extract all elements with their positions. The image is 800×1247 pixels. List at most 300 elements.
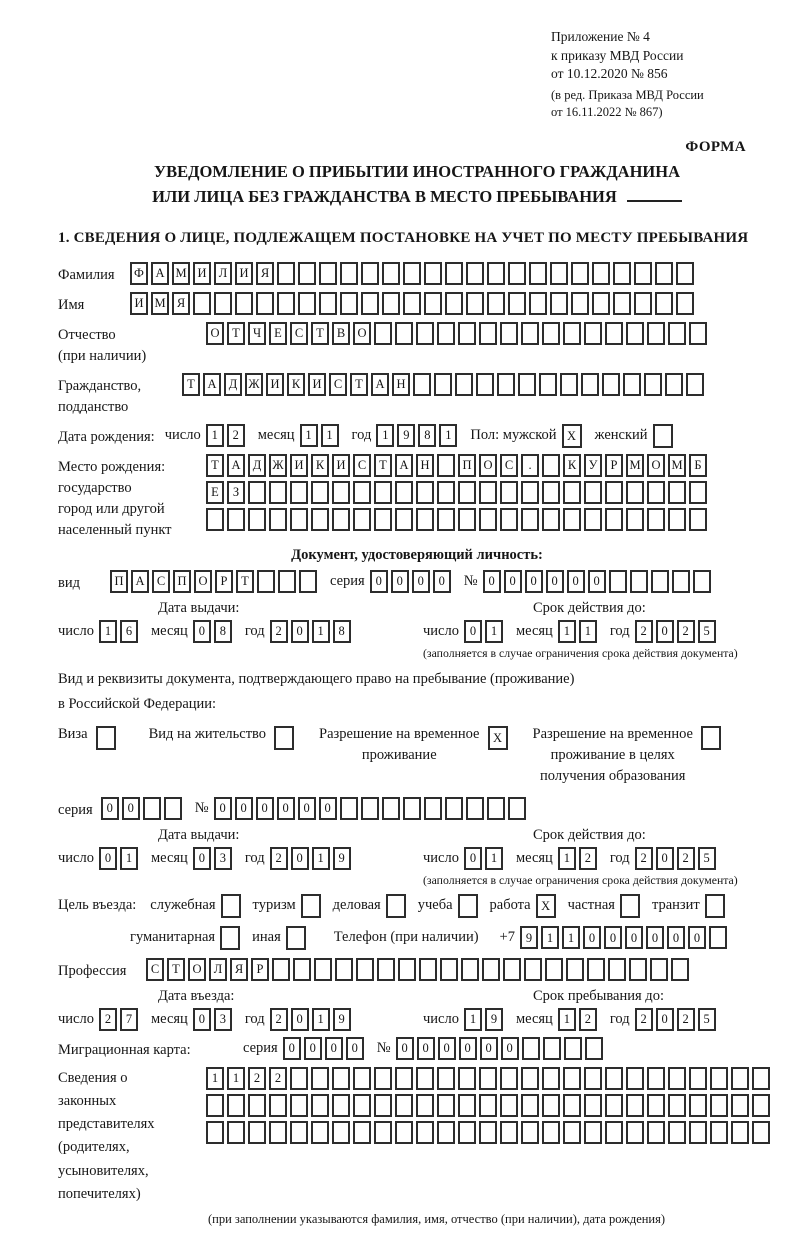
residence-valid-day-cells[interactable]: [464, 847, 506, 870]
char-cell[interactable]: [235, 292, 253, 315]
char-cell[interactable]: К: [287, 373, 305, 396]
char-cell[interactable]: [500, 1067, 518, 1090]
entry-year-cells[interactable]: [270, 1008, 354, 1031]
char-cell[interactable]: [689, 481, 707, 504]
char-cell[interactable]: [731, 1121, 749, 1144]
char-cell[interactable]: [647, 1121, 665, 1144]
char-cell[interactable]: [508, 292, 526, 315]
char-cell[interactable]: [332, 1067, 350, 1090]
char-cell[interactable]: 0: [546, 570, 564, 593]
char-cell[interactable]: Н: [416, 454, 434, 477]
char-cell[interactable]: 0: [283, 1037, 301, 1060]
char-cell[interactable]: 0: [438, 1037, 456, 1060]
char-cell[interactable]: [206, 1121, 224, 1144]
char-cell[interactable]: [644, 373, 662, 396]
char-cell[interactable]: [277, 262, 295, 285]
char-cell[interactable]: 0: [417, 1037, 435, 1060]
char-cell[interactable]: [689, 1121, 707, 1144]
char-cell[interactable]: [361, 797, 379, 820]
char-cell[interactable]: 0: [588, 570, 606, 593]
char-cell[interactable]: [340, 797, 358, 820]
char-cell[interactable]: 0: [277, 797, 295, 820]
char-cell[interactable]: [416, 508, 434, 531]
char-cell[interactable]: [676, 292, 694, 315]
title-blank-underline[interactable]: [627, 188, 682, 202]
char-cell[interactable]: А: [131, 570, 149, 593]
char-cell[interactable]: 1: [439, 424, 457, 447]
char-cell[interactable]: 3: [214, 1008, 232, 1031]
purpose-tourism-checkbox[interactable]: [301, 894, 321, 918]
residence-valid-year-cells[interactable]: [635, 847, 719, 870]
char-cell[interactable]: 1: [312, 1008, 330, 1031]
char-cell[interactable]: [689, 1067, 707, 1090]
char-cell[interactable]: И: [308, 373, 326, 396]
char-cell[interactable]: [293, 958, 311, 981]
char-cell[interactable]: [671, 958, 689, 981]
char-cell[interactable]: [521, 1067, 539, 1090]
char-cell[interactable]: С: [500, 454, 518, 477]
char-cell[interactable]: С: [353, 454, 371, 477]
char-cell[interactable]: 0: [433, 570, 451, 593]
char-cell[interactable]: [340, 292, 358, 315]
char-cell[interactable]: [353, 1067, 371, 1090]
char-cell[interactable]: 1: [300, 424, 318, 447]
char-cell[interactable]: [257, 570, 275, 593]
birth-place-cells-row3[interactable]: [206, 508, 710, 531]
char-cell[interactable]: [458, 322, 476, 345]
char-cell[interactable]: [227, 1094, 245, 1117]
char-cell[interactable]: [668, 481, 686, 504]
char-cell[interactable]: [290, 481, 308, 504]
char-cell[interactable]: [521, 1121, 539, 1144]
char-cell[interactable]: [374, 1067, 392, 1090]
char-cell[interactable]: [560, 373, 578, 396]
char-cell[interactable]: [413, 373, 431, 396]
char-cell[interactable]: [398, 958, 416, 981]
char-cell[interactable]: [437, 508, 455, 531]
char-cell[interactable]: [437, 1094, 455, 1117]
residence-doc-number-cells[interactable]: [214, 797, 529, 820]
char-cell[interactable]: [710, 1094, 728, 1117]
char-cell[interactable]: [256, 292, 274, 315]
citizenship-cells[interactable]: [182, 373, 707, 396]
char-cell[interactable]: [542, 454, 560, 477]
visa-checkbox[interactable]: [96, 726, 116, 750]
purpose-private-checkbox[interactable]: [620, 894, 640, 918]
char-cell[interactable]: 2: [635, 1008, 653, 1031]
char-cell[interactable]: [445, 262, 463, 285]
char-cell[interactable]: Т: [182, 373, 200, 396]
char-cell[interactable]: [521, 481, 539, 504]
char-cell[interactable]: 0: [464, 847, 482, 870]
char-cell[interactable]: [332, 1094, 350, 1117]
char-cell[interactable]: Е: [206, 481, 224, 504]
char-cell[interactable]: [374, 508, 392, 531]
char-cell[interactable]: Т: [206, 454, 224, 477]
char-cell[interactable]: Д: [224, 373, 242, 396]
representatives-cells-row3[interactable]: [206, 1121, 773, 1144]
char-cell[interactable]: [539, 373, 557, 396]
char-cell[interactable]: 1: [206, 424, 224, 447]
char-cell[interactable]: А: [371, 373, 389, 396]
char-cell[interactable]: 1: [485, 620, 503, 643]
char-cell[interactable]: Р: [605, 454, 623, 477]
char-cell[interactable]: 0: [656, 1008, 674, 1031]
char-cell[interactable]: [529, 262, 547, 285]
char-cell[interactable]: [377, 958, 395, 981]
representatives-cells-row1[interactable]: [206, 1067, 773, 1090]
char-cell[interactable]: 1: [558, 620, 576, 643]
char-cell[interactable]: [542, 508, 560, 531]
char-cell[interactable]: [668, 1121, 686, 1144]
char-cell[interactable]: [608, 958, 626, 981]
char-cell[interactable]: [248, 508, 266, 531]
char-cell[interactable]: [543, 1037, 561, 1060]
char-cell[interactable]: [602, 373, 620, 396]
char-cell[interactable]: [416, 481, 434, 504]
char-cell[interactable]: 0: [304, 1037, 322, 1060]
char-cell[interactable]: 1: [227, 1067, 245, 1090]
char-cell[interactable]: [626, 508, 644, 531]
char-cell[interactable]: [626, 1094, 644, 1117]
char-cell[interactable]: [563, 1094, 581, 1117]
char-cell[interactable]: [508, 797, 526, 820]
char-cell[interactable]: [689, 508, 707, 531]
char-cell[interactable]: [584, 1121, 602, 1144]
char-cell[interactable]: [248, 1121, 266, 1144]
char-cell[interactable]: [592, 292, 610, 315]
char-cell[interactable]: С: [146, 958, 164, 981]
char-cell[interactable]: Ч: [248, 322, 266, 345]
char-cell[interactable]: [278, 570, 296, 593]
char-cell[interactable]: О: [353, 322, 371, 345]
char-cell[interactable]: 7: [120, 1008, 138, 1031]
char-cell[interactable]: [626, 1121, 644, 1144]
char-cell[interactable]: [403, 292, 421, 315]
entry-day-cells[interactable]: [99, 1008, 141, 1031]
char-cell[interactable]: [584, 481, 602, 504]
char-cell[interactable]: Т: [236, 570, 254, 593]
char-cell[interactable]: А: [203, 373, 221, 396]
char-cell[interactable]: [503, 958, 521, 981]
char-cell[interactable]: [206, 508, 224, 531]
char-cell[interactable]: [665, 373, 683, 396]
char-cell[interactable]: [353, 508, 371, 531]
char-cell[interactable]: 0: [193, 620, 211, 643]
char-cell[interactable]: 5: [698, 847, 716, 870]
temp-residence-edu-checkbox[interactable]: [701, 726, 721, 750]
char-cell[interactable]: 2: [227, 424, 245, 447]
char-cell[interactable]: [479, 1121, 497, 1144]
char-cell[interactable]: [332, 481, 350, 504]
char-cell[interactable]: [440, 958, 458, 981]
char-cell[interactable]: [563, 1121, 581, 1144]
char-cell[interactable]: [647, 481, 665, 504]
char-cell[interactable]: [584, 1094, 602, 1117]
char-cell[interactable]: [361, 262, 379, 285]
char-cell[interactable]: 0: [412, 570, 430, 593]
char-cell[interactable]: [227, 508, 245, 531]
char-cell[interactable]: [269, 481, 287, 504]
residence-issue-year-cells[interactable]: [270, 847, 354, 870]
char-cell[interactable]: В: [332, 322, 350, 345]
char-cell[interactable]: 5: [698, 1008, 716, 1031]
representatives-cells-row2[interactable]: [206, 1094, 773, 1117]
char-cell[interactable]: [466, 797, 484, 820]
char-cell[interactable]: [500, 322, 518, 345]
identity-issue-month-cells[interactable]: [193, 620, 235, 643]
char-cell[interactable]: П: [173, 570, 191, 593]
char-cell[interactable]: [626, 481, 644, 504]
char-cell[interactable]: 0: [122, 797, 140, 820]
char-cell[interactable]: Л: [214, 262, 232, 285]
birth-place-cells-row2[interactable]: [206, 481, 710, 504]
char-cell[interactable]: 9: [520, 926, 538, 949]
birth-year-cells[interactable]: [376, 424, 460, 447]
char-cell[interactable]: [335, 958, 353, 981]
char-cell[interactable]: М: [668, 454, 686, 477]
char-cell[interactable]: 9: [397, 424, 415, 447]
char-cell[interactable]: О: [194, 570, 212, 593]
char-cell[interactable]: [566, 958, 584, 981]
char-cell[interactable]: 0: [291, 620, 309, 643]
char-cell[interactable]: С: [329, 373, 347, 396]
char-cell[interactable]: [482, 958, 500, 981]
char-cell[interactable]: [626, 1067, 644, 1090]
char-cell[interactable]: Д: [248, 454, 266, 477]
char-cell[interactable]: О: [206, 322, 224, 345]
char-cell[interactable]: [298, 262, 316, 285]
char-cell[interactable]: 0: [625, 926, 643, 949]
char-cell[interactable]: [164, 797, 182, 820]
char-cell[interactable]: [374, 322, 392, 345]
char-cell[interactable]: [416, 1121, 434, 1144]
char-cell[interactable]: [395, 322, 413, 345]
birth-place-cells-row1[interactable]: [206, 454, 710, 477]
char-cell[interactable]: 1: [376, 424, 394, 447]
char-cell[interactable]: П: [458, 454, 476, 477]
char-cell[interactable]: 0: [480, 1037, 498, 1060]
char-cell[interactable]: 0: [604, 926, 622, 949]
char-cell[interactable]: [647, 322, 665, 345]
char-cell[interactable]: 2: [677, 847, 695, 870]
char-cell[interactable]: [214, 292, 232, 315]
char-cell[interactable]: 1: [558, 847, 576, 870]
char-cell[interactable]: [206, 1094, 224, 1117]
char-cell[interactable]: [272, 958, 290, 981]
char-cell[interactable]: [497, 373, 515, 396]
char-cell[interactable]: 6: [120, 620, 138, 643]
char-cell[interactable]: [563, 508, 581, 531]
char-cell[interactable]: 0: [391, 570, 409, 593]
char-cell[interactable]: 0: [396, 1037, 414, 1060]
char-cell[interactable]: [731, 1094, 749, 1117]
char-cell[interactable]: [424, 797, 442, 820]
char-cell[interactable]: [461, 958, 479, 981]
char-cell[interactable]: [668, 1094, 686, 1117]
char-cell[interactable]: [193, 292, 211, 315]
char-cell[interactable]: [419, 958, 437, 981]
char-cell[interactable]: [605, 481, 623, 504]
migration-number-cells[interactable]: [396, 1037, 606, 1060]
char-cell[interactable]: 1: [464, 1008, 482, 1031]
char-cell[interactable]: 0: [99, 847, 117, 870]
char-cell[interactable]: О: [188, 958, 206, 981]
char-cell[interactable]: 0: [370, 570, 388, 593]
char-cell[interactable]: [227, 1121, 245, 1144]
sex-female-checkbox[interactable]: [653, 424, 673, 448]
char-cell[interactable]: С: [152, 570, 170, 593]
purpose-official-checkbox[interactable]: [221, 894, 241, 918]
char-cell[interactable]: 8: [418, 424, 436, 447]
char-cell[interactable]: Ж: [245, 373, 263, 396]
char-cell[interactable]: [545, 958, 563, 981]
char-cell[interactable]: [522, 1037, 540, 1060]
char-cell[interactable]: К: [311, 454, 329, 477]
char-cell[interactable]: Я: [172, 292, 190, 315]
char-cell[interactable]: [571, 292, 589, 315]
char-cell[interactable]: 1: [562, 926, 580, 949]
entry-month-cells[interactable]: [193, 1008, 235, 1031]
char-cell[interactable]: [445, 797, 463, 820]
identity-doc-number-cells[interactable]: [483, 570, 714, 593]
char-cell[interactable]: [731, 1067, 749, 1090]
char-cell[interactable]: [466, 292, 484, 315]
char-cell[interactable]: 0: [459, 1037, 477, 1060]
identity-doc-kind-cells[interactable]: [110, 570, 320, 593]
char-cell[interactable]: 9: [333, 1008, 351, 1031]
char-cell[interactable]: [437, 481, 455, 504]
char-cell[interactable]: [676, 262, 694, 285]
char-cell[interactable]: [424, 262, 442, 285]
char-cell[interactable]: [518, 373, 536, 396]
char-cell[interactable]: [529, 292, 547, 315]
temp-residence-checkbox[interactable]: X: [488, 726, 508, 750]
char-cell[interactable]: [311, 1094, 329, 1117]
patronymic-cells[interactable]: [206, 322, 710, 345]
char-cell[interactable]: [487, 292, 505, 315]
char-cell[interactable]: [686, 373, 704, 396]
char-cell[interactable]: 1: [206, 1067, 224, 1090]
char-cell[interactable]: [311, 1121, 329, 1144]
char-cell[interactable]: А: [151, 262, 169, 285]
char-cell[interactable]: 0: [688, 926, 706, 949]
char-cell[interactable]: [299, 570, 317, 593]
char-cell[interactable]: [395, 1067, 413, 1090]
char-cell[interactable]: [290, 1094, 308, 1117]
profession-cells[interactable]: [146, 958, 692, 981]
char-cell[interactable]: 3: [214, 847, 232, 870]
char-cell[interactable]: [437, 1067, 455, 1090]
char-cell[interactable]: 1: [485, 847, 503, 870]
char-cell[interactable]: И: [266, 373, 284, 396]
char-cell[interactable]: [248, 481, 266, 504]
char-cell[interactable]: 0: [646, 926, 664, 949]
sex-male-checkbox[interactable]: X: [562, 424, 582, 448]
char-cell[interactable]: [542, 1121, 560, 1144]
char-cell[interactable]: Т: [167, 958, 185, 981]
char-cell[interactable]: 0: [656, 620, 674, 643]
char-cell[interactable]: И: [193, 262, 211, 285]
char-cell[interactable]: З: [227, 481, 245, 504]
char-cell[interactable]: [395, 481, 413, 504]
char-cell[interactable]: [476, 373, 494, 396]
char-cell[interactable]: [487, 262, 505, 285]
char-cell[interactable]: [416, 322, 434, 345]
char-cell[interactable]: [403, 262, 421, 285]
char-cell[interactable]: [634, 292, 652, 315]
char-cell[interactable]: 0: [291, 847, 309, 870]
char-cell[interactable]: [403, 797, 421, 820]
char-cell[interactable]: [290, 508, 308, 531]
char-cell[interactable]: Ж: [269, 454, 287, 477]
char-cell[interactable]: [709, 926, 727, 949]
residence-valid-month-cells[interactable]: [558, 847, 600, 870]
char-cell[interactable]: [395, 1094, 413, 1117]
purpose-work-checkbox[interactable]: X: [536, 894, 556, 918]
char-cell[interactable]: [563, 322, 581, 345]
char-cell[interactable]: 0: [504, 570, 522, 593]
char-cell[interactable]: [248, 1094, 266, 1117]
char-cell[interactable]: [353, 481, 371, 504]
char-cell[interactable]: 0: [656, 847, 674, 870]
char-cell[interactable]: [382, 797, 400, 820]
char-cell[interactable]: Ф: [130, 262, 148, 285]
identity-issue-year-cells[interactable]: [270, 620, 354, 643]
char-cell[interactable]: [542, 322, 560, 345]
char-cell[interactable]: [356, 958, 374, 981]
char-cell[interactable]: [647, 508, 665, 531]
char-cell[interactable]: [434, 373, 452, 396]
char-cell[interactable]: Т: [311, 322, 329, 345]
char-cell[interactable]: 0: [235, 797, 253, 820]
char-cell[interactable]: [655, 262, 673, 285]
char-cell[interactable]: М: [626, 454, 644, 477]
char-cell[interactable]: 9: [333, 847, 351, 870]
phone-cells[interactable]: [520, 926, 730, 949]
char-cell[interactable]: [587, 958, 605, 981]
char-cell[interactable]: У: [584, 454, 602, 477]
char-cell[interactable]: [626, 322, 644, 345]
char-cell[interactable]: [647, 1067, 665, 1090]
purpose-business-checkbox[interactable]: [386, 894, 406, 918]
char-cell[interactable]: [521, 1094, 539, 1117]
char-cell[interactable]: [332, 1121, 350, 1144]
char-cell[interactable]: [630, 570, 648, 593]
char-cell[interactable]: [585, 1037, 603, 1060]
residence-permit-checkbox[interactable]: [274, 726, 294, 750]
char-cell[interactable]: [508, 262, 526, 285]
char-cell[interactable]: [437, 322, 455, 345]
char-cell[interactable]: И: [235, 262, 253, 285]
char-cell[interactable]: О: [479, 454, 497, 477]
char-cell[interactable]: [605, 322, 623, 345]
identity-valid-year-cells[interactable]: [635, 620, 719, 643]
identity-valid-day-cells[interactable]: [464, 620, 506, 643]
char-cell[interactable]: [458, 1067, 476, 1090]
char-cell[interactable]: 2: [248, 1067, 266, 1090]
char-cell[interactable]: 1: [312, 620, 330, 643]
char-cell[interactable]: [584, 1067, 602, 1090]
char-cell[interactable]: 0: [256, 797, 274, 820]
stay-year-cells[interactable]: [635, 1008, 719, 1031]
char-cell[interactable]: О: [647, 454, 665, 477]
char-cell[interactable]: 1: [312, 847, 330, 870]
char-cell[interactable]: [592, 262, 610, 285]
char-cell[interactable]: [564, 1037, 582, 1060]
char-cell[interactable]: Р: [251, 958, 269, 981]
char-cell[interactable]: [584, 508, 602, 531]
